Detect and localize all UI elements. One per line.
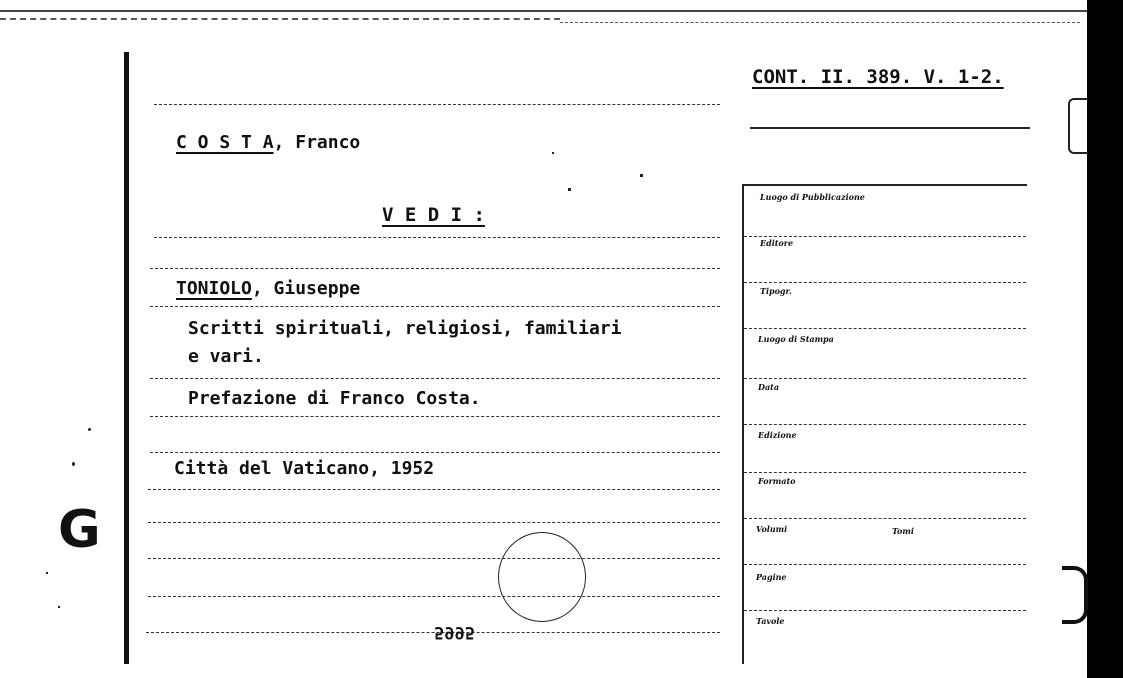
see-reference-label: V E D I : [382,204,485,226]
form-line [744,472,1026,473]
scan-top-edge [0,10,1090,12]
scan-speck [640,174,643,177]
scan-top-line [560,22,1080,23]
index-letter: G [58,500,101,560]
work-title-line-1: Scritti spirituali, religiosi, familiari [188,318,622,339]
ruled-line [148,522,720,523]
ruled-line [150,268,720,269]
name-separator: , [273,132,296,153]
scan-speck [58,606,60,608]
scan-right-notch [1068,98,1088,154]
ruled-line [146,632,720,633]
ruled-line [148,558,720,559]
form-line [744,378,1026,379]
scan-speck [552,152,554,154]
preface-note: Prefazione di Franco Costa. [188,388,481,409]
left-margin-rule [124,52,129,664]
form-line [744,564,1026,565]
form-line [744,282,1026,283]
scan-speck [46,572,48,574]
form-line [744,610,1026,611]
field-label-formato: Formato [758,476,796,486]
field-label-editore: Editore [760,238,794,248]
scan-speck [72,462,75,466]
scan-speck [568,188,571,191]
form-line [744,424,1026,425]
field-label-pagine: Pagine [756,572,787,582]
field-label-volumi: Volumi [756,524,788,534]
serial-number: 5995 [434,622,475,642]
ruled-line [150,378,720,379]
subject-name [176,132,360,153]
field-label-data: Data [758,382,779,392]
field-label-tomi: Tomi [892,526,914,536]
scan-speck [88,428,91,431]
cited-author-surname: TONIOLO [176,278,252,299]
form-line [744,236,1026,237]
field-label-luogo-stampa: Luogo di Stampa [758,334,834,344]
ruled-line [150,452,720,453]
form-box-top-border [742,184,1027,186]
field-label-tavole: Tavole [756,616,785,626]
subject-surname: C O S T A [176,132,274,153]
ruled-line [150,306,720,307]
scan-right-border [1087,0,1123,678]
field-label-luogo-pubblicazione: Luogo di Pubblicazione [760,192,865,202]
ruled-line [148,596,720,597]
form-line [744,328,1026,329]
library-stamp-circle [498,532,586,622]
field-label-edizione: Edizione [758,430,797,440]
cited-author-given: Giuseppe [273,278,361,299]
form-line [744,518,1026,519]
ruled-line [154,104,720,105]
scan-top-smudge [0,18,560,20]
publication-place-year: Città del Vaticano, 1952 [174,458,435,479]
reference-code: CONT. II. 389. V. 1-2. [752,66,1004,88]
work-title-line-2: e vari. [188,346,264,367]
author-separator: , [251,278,274,299]
reference-underline [750,127,1030,129]
cited-author [176,278,360,299]
subject-given-name: Franco [295,132,361,153]
field-label-tipogr: Tipogr. [760,286,792,296]
ruled-line [148,489,720,490]
ruled-line [150,416,720,417]
ruled-line [154,237,720,238]
scan-right-notch-lower [1062,566,1088,624]
